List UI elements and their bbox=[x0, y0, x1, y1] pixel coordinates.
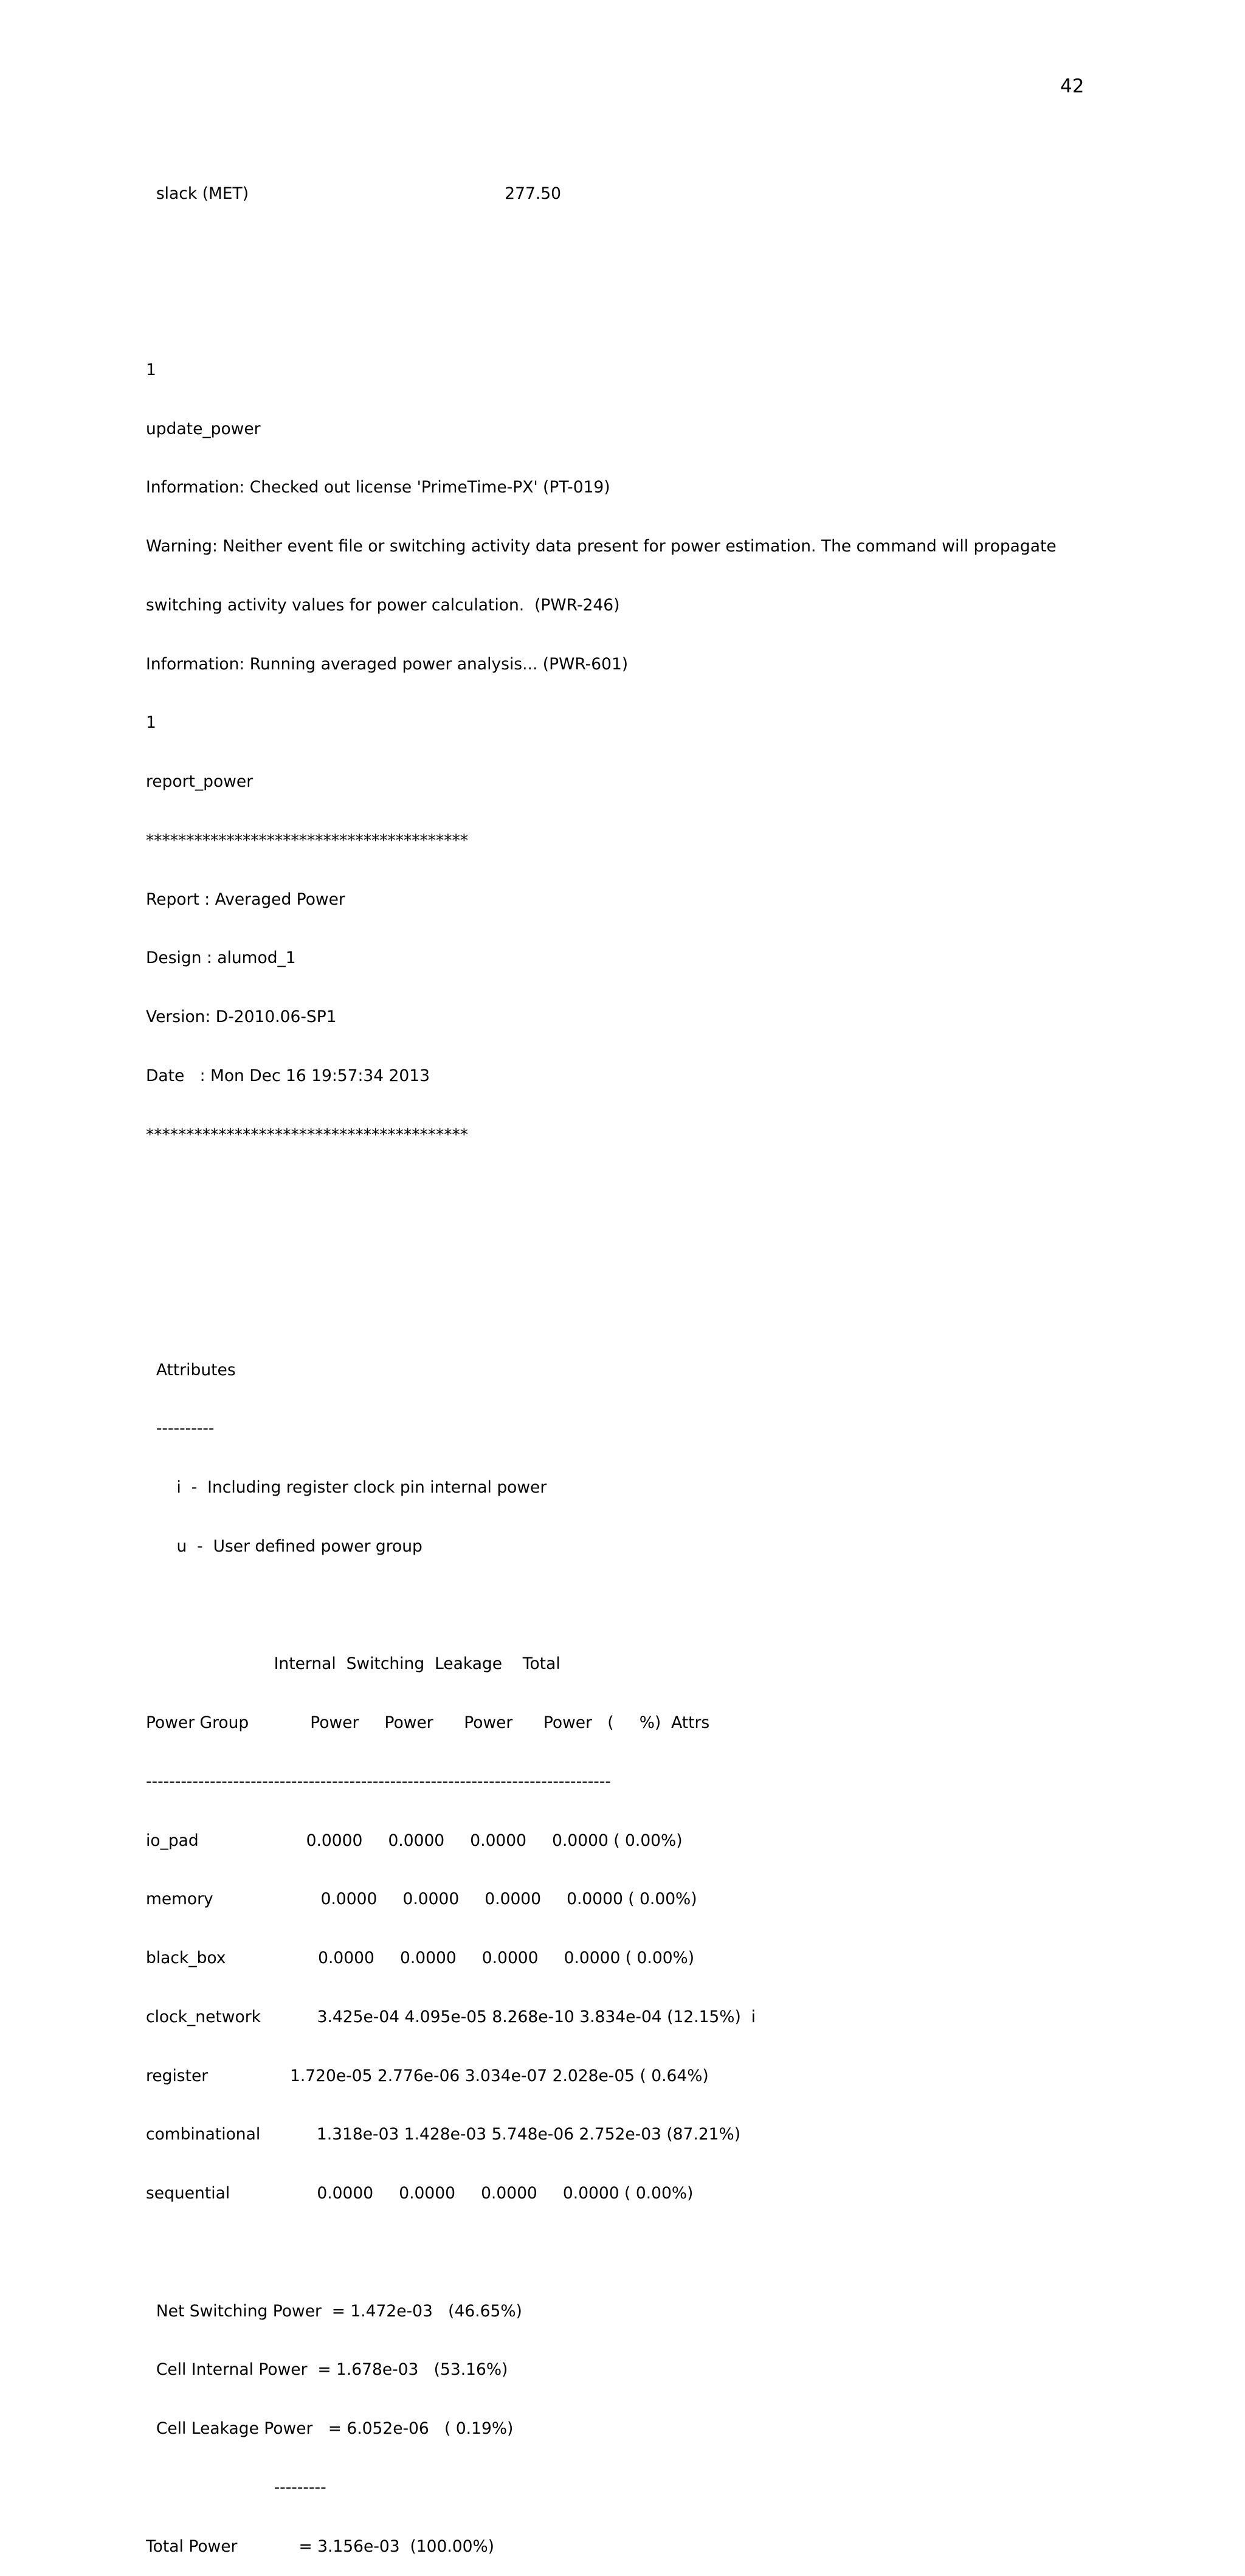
cell-internal-power-line: Cell Internal Power = 1.678e-03 (53.16%) bbox=[146, 2360, 508, 2380]
version-line: Version: D-2010.06-SP1 bbox=[146, 1007, 337, 1026]
separator-stars: **************************************** bbox=[146, 1125, 468, 1144]
attribute-u-line: u - User defined power group bbox=[146, 1536, 422, 1556]
info-license-line: Information: Checked out license 'PrimeTime-PX' (PT-019) bbox=[146, 478, 610, 497]
table-row-io-pad: io_pad 0.0000 0.0000 0.0000 0.0000 ( 0.00%) bbox=[146, 1831, 683, 1850]
slack-line: slack (MET) 277.50 bbox=[146, 184, 561, 203]
blank-line bbox=[146, 1596, 1057, 1615]
blank-line bbox=[146, 1243, 1057, 1262]
page-number: 42 bbox=[1060, 75, 1085, 97]
sum-separator: --------- bbox=[146, 2478, 326, 2497]
return-value-line: 1 bbox=[146, 360, 156, 379]
power-report-text bbox=[146, 145, 1057, 2576]
attributes-underline: ---------- bbox=[146, 1419, 215, 1438]
date-line: Date : Mon Dec 16 19:57:34 2013 bbox=[146, 1066, 430, 1085]
report-name-line: Report : Averaged Power bbox=[146, 889, 345, 909]
table-header-row-1: Internal Switching Leakage Total bbox=[146, 1654, 560, 1674]
table-row-memory: memory 0.0000 0.0000 0.0000 0.0000 ( 0.00%) bbox=[146, 1890, 697, 1909]
warning-line: Warning: Neither event file or switching activity data present for power estimation. The command will propagate bbox=[146, 537, 1057, 556]
blank-line bbox=[146, 1302, 1057, 1321]
table-row-clock-network: clock_network 3.425e-04 4.095e-05 8.268e-10 3.834e-04 (12.15%) i bbox=[146, 2007, 756, 2026]
blank-line bbox=[146, 1184, 1057, 1203]
table-row-sequential: sequential 0.0000 0.0000 0.0000 0.0000 ( 0.00%) bbox=[146, 2184, 694, 2203]
table-row-black-box: black_box 0.0000 0.0000 0.0000 0.0000 ( 0.00%) bbox=[146, 1949, 695, 1967]
attribute-i-line: i - Including register clock pin internal power bbox=[146, 1478, 547, 1497]
table-header-row-2: Power Group Power Power Power Power ( %) Attrs bbox=[146, 1713, 710, 1732]
separator-stars: **************************************** bbox=[146, 830, 468, 850]
blank-line bbox=[146, 243, 1057, 262]
cell-leakage-power-line: Cell Leakage Power = 6.052e-06 ( 0.19%) bbox=[146, 2419, 514, 2438]
warning-line-continued: switching activity values for power calculation. (PWR-246) bbox=[146, 595, 620, 615]
table-row-combinational: combinational 1.318e-03 1.428e-03 5.748e-06 2.752e-03 (87.21%) bbox=[146, 2125, 741, 2144]
blank-line bbox=[146, 2243, 1057, 2262]
blank-line bbox=[146, 302, 1057, 321]
total-power-line: Total Power = 3.156e-03 (100.00%) bbox=[146, 2536, 495, 2556]
info-running-line: Information: Running averaged power analysis... (PWR-601) bbox=[146, 654, 629, 674]
attributes-heading: Attributes bbox=[146, 1360, 236, 1380]
command-update-power: update_power bbox=[146, 419, 261, 438]
return-value-line: 1 bbox=[146, 713, 156, 733]
net-switching-power-line: Net Switching Power = 1.472e-03 (46.65%) bbox=[146, 2301, 522, 2321]
table-separator: -------------------------------------------------------------------------------- bbox=[146, 1772, 611, 1791]
table-row-register: register 1.720e-05 2.776e-06 3.034e-07 2.028e-05 ( 0.64%) bbox=[146, 2066, 709, 2085]
design-line: Design : alumod_1 bbox=[146, 948, 296, 968]
command-report-power: report_power bbox=[146, 772, 253, 791]
